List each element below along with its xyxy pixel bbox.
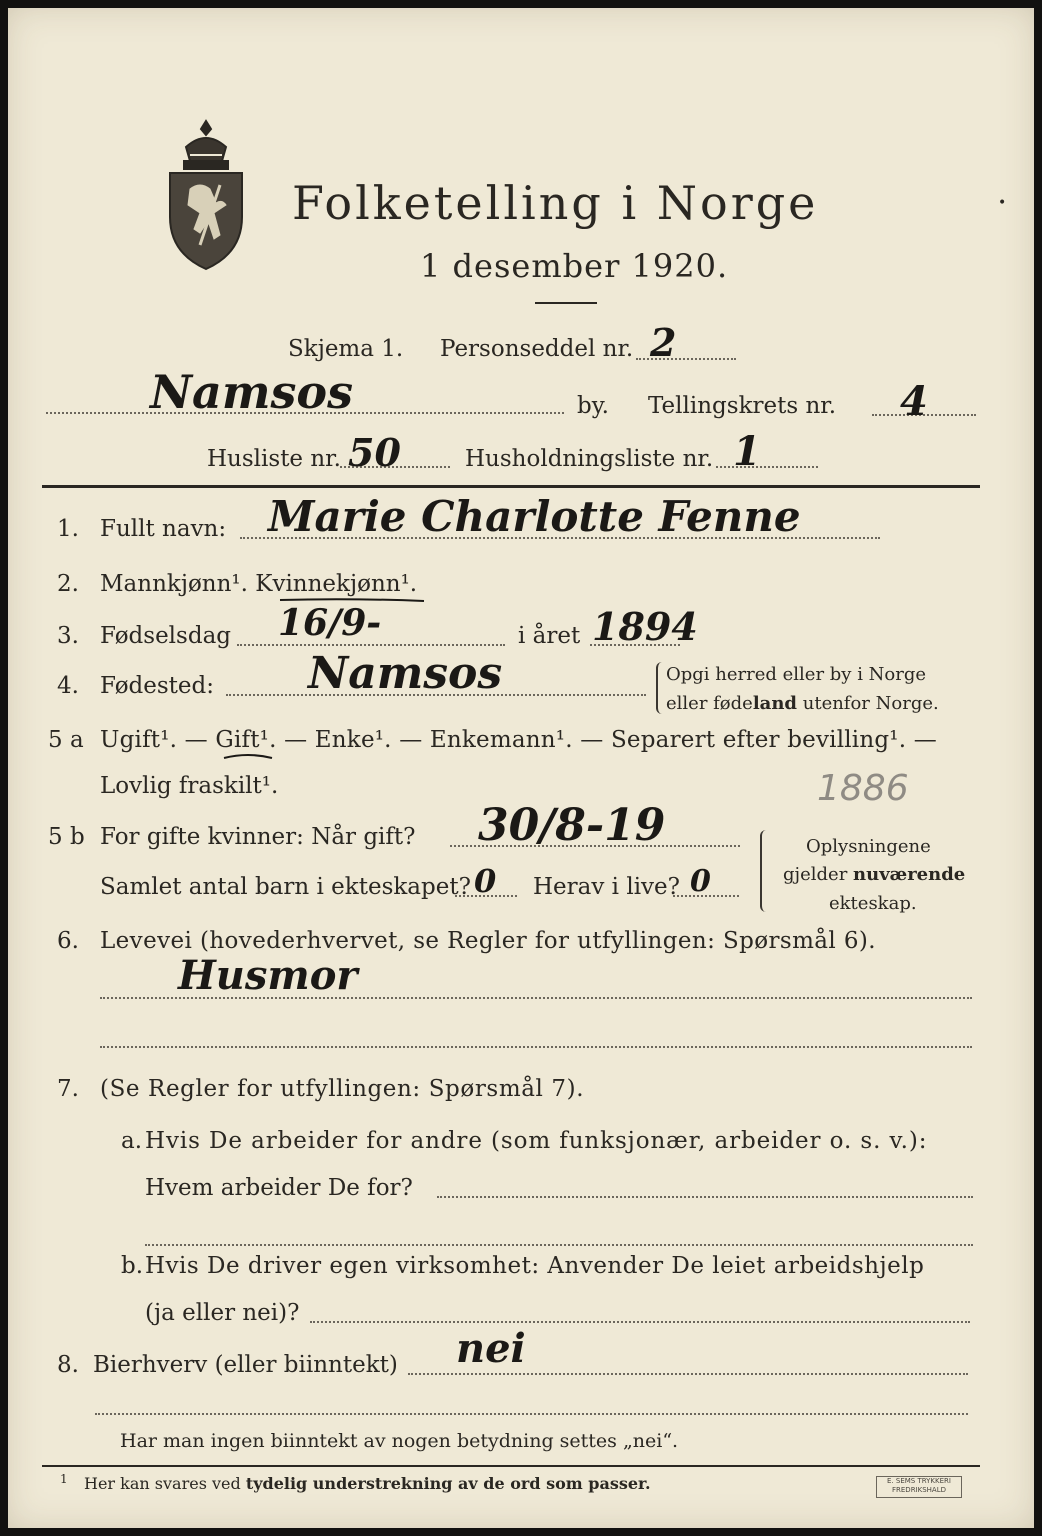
q8-label: Bierhverv (eller biinntekt): [93, 1352, 398, 1378]
tellingskrets-label: Tellingskrets nr.: [648, 393, 837, 419]
alive-label: Herav i live?: [533, 874, 680, 900]
birthplace-note-line1: Opgi herred eller by i Norge: [666, 664, 927, 685]
husholdningsliste-value[interactable]: 1: [733, 428, 761, 475]
gift-underline-mark: [222, 752, 276, 762]
q4-number: 4.: [57, 673, 79, 699]
husholdningsliste-field[interactable]: [716, 466, 818, 468]
q1-number: 1.: [57, 516, 79, 542]
printer-stamp: E. SEMS TRYKKERI FREDRIKSHALD: [876, 1476, 962, 1498]
birth-year-value[interactable]: 1894: [592, 604, 698, 649]
q6-label: Levevei (hovederhvervet, se Regler for utfyllingen: Spørsmål 6).: [100, 928, 877, 954]
birthplace-value[interactable]: Namsos: [308, 648, 503, 699]
husholdningsliste-label: Husholdningsliste nr.: [465, 446, 714, 472]
q1-label: Fullt navn:: [100, 516, 227, 542]
q7b-number: b.: [121, 1253, 144, 1279]
q5a-number: 5 a: [48, 727, 84, 753]
birthplace-note-line2: eller fødeland utenfor Norge.: [666, 693, 939, 714]
q7-label: (Se Regler for utfyllingen: Spørsmål 7).: [100, 1076, 585, 1102]
marriage-note-line1: Oplysningene: [806, 836, 931, 857]
full-name-value[interactable]: Marie Charlotte Fenne: [268, 492, 801, 541]
city-value[interactable]: Namsos: [150, 365, 354, 419]
children-value[interactable]: 0: [474, 862, 497, 900]
side-income-field-2[interactable]: [95, 1413, 968, 1415]
q4-label: Fødested:: [100, 673, 215, 699]
birthday-field[interactable]: [237, 644, 505, 646]
hired-help-field[interactable]: [310, 1321, 970, 1323]
footer-divider: [42, 1465, 980, 1467]
marriage-date-value[interactable]: 30/8-19: [478, 800, 666, 851]
children-label: Samlet antal barn i ekteskapet?: [100, 874, 471, 900]
census-form-page: Folketelling i Norge 1 desember 1920. • Skjema 1. Personseddel nr. 2 Namsos by. Tellingskrets nr. 4 Husliste nr. 50 Husholdningsliste nr. 1 1. Fullt navn: Marie Charlotte Fenne 2. Mannkjønn¹. Kvinnekjønn¹. 3. Fødselsdag 16/9- i året 1894 4. Fødested: Namsos Opgi herred eller by i Norge eller fødeland utenfor Norge. 5 a Ugift¹. — Gift¹. — Enke¹. — Enkemann¹. — Separert efter bevilling¹. — Lovlig fraskilt¹. 1886 5 b For gifte kvinner: Når gift? 30/8-19 Samlet antal barn i ekteskapet? 0 Herav i live? 0 Oplysningene gjelder nuværende ekteskap. 6. Levevei (hovederhvervet, se Regler for utfyllingen: Spørsmål 6). Husmor 7. (Se Regler for utfyllingen: Spørsmål 7). a. Hvis De arbeider for andre (som funksjonær, arbeider o. s. v.): Hvem arbeider De for? b. Hvis De driver egen virksomhet: Anvender De leiet arbeidshjelp (ja eller nei)? 8. Bierhverv (eller biinntekt) nei Har man ingen biinntekt av nogen betydning settes „nei“. 1 Her kan svares ved tydelig understrekning av de ord som passer. E. SEMS TRYKKERI FREDRIKSHALD: [0, 0, 1042, 1536]
pencil-annotation: 1886: [817, 768, 909, 809]
skjema-label: Skjema 1.: [288, 336, 404, 362]
header-separator: [42, 485, 980, 488]
birthday-value[interactable]: 16/9-: [278, 602, 382, 644]
title-divider: [535, 302, 597, 304]
marriage-note-line2: gjelder nuværende: [783, 864, 966, 885]
side-income-value[interactable]: nei: [456, 1325, 526, 1372]
footnote-text: Her kan svares ved tydelig understrekning av de ord som passer.: [84, 1474, 651, 1493]
occupation-value[interactable]: Husmor: [178, 952, 358, 999]
census-date: 1 desember 1920.: [420, 247, 729, 285]
q6-number: 6.: [57, 928, 79, 954]
marital-status-options[interactable]: Ugift¹. — Gift¹. — Enke¹. — Enkemann¹. — Separert efter bevilling¹. —: [100, 727, 937, 753]
husliste-value[interactable]: 50: [348, 430, 401, 475]
page-title: Folketelling i Norge: [292, 176, 819, 230]
q7a-line2: Hvem arbeider De for?: [145, 1175, 413, 1201]
gender-options[interactable]: Mannkjønn¹. Kvinnekjønn¹.: [100, 571, 418, 597]
q3-number: 3.: [57, 623, 79, 649]
q8-number: 8.: [57, 1352, 79, 1378]
personseddel-label: Personseddel nr.: [440, 336, 634, 362]
tellingskrets-value[interactable]: 4: [900, 378, 928, 425]
by-label: by.: [577, 393, 609, 419]
q5b-label: For gifte kvinner: Når gift?: [100, 824, 416, 850]
q2-number: 2.: [57, 571, 79, 597]
footnote-mark: 1: [60, 1472, 68, 1486]
year-label: i året: [518, 623, 581, 649]
occupation-field-2[interactable]: [100, 1046, 972, 1048]
side-income-field[interactable]: [408, 1373, 968, 1375]
q7b-line2: (ja eller nei)?: [145, 1300, 300, 1326]
marriage-note-line3: ekteskap.: [829, 893, 917, 914]
side-income-note: Har man ingen biinntekt av nogen betydning settes „nei“.: [120, 1430, 679, 1452]
employer-field-2[interactable]: [145, 1244, 973, 1246]
q7-number: 7.: [57, 1076, 79, 1102]
husliste-label: Husliste nr.: [207, 446, 341, 472]
q7a-line1: Hvis De arbeider for andre (som funksjonær, arbeider o. s. v.):: [145, 1128, 928, 1154]
q7a-number: a.: [121, 1128, 143, 1154]
norway-coat-of-arms-icon: [160, 115, 252, 275]
marital-status-options-cont[interactable]: Lovlig fraskilt¹.: [100, 773, 279, 799]
personseddel-value[interactable]: 2: [650, 320, 677, 365]
q7b-line1: Hvis De driver egen virksomhet: Anvender De leiet arbeidshjelp: [145, 1253, 925, 1279]
alive-value[interactable]: 0: [690, 864, 711, 899]
employer-field[interactable]: [437, 1196, 973, 1198]
q5b-number: 5 b: [48, 824, 85, 850]
q3-label: Fødselsdag: [100, 623, 232, 649]
